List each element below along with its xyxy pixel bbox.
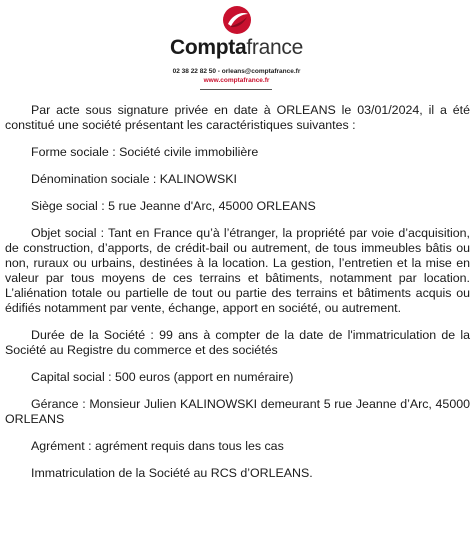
agrement: Agrément : agrément requis dans tous les cas: [31, 439, 284, 453]
objet-social: Objet social : Tant en France qu’à l’étranger, la propriété par voie d’acquisition, de construction, d’apports, de crédit-bail ou autrement, de tous immeubles bâtis ou non, ruraux ou urbains, destinées à la location. La gestion, l’entretien et la mise en valeur par tous moyens de ces terrains et bâtiments, notamment par location. L’aliénation totale ou partielle de tout ou partie des terrains et bâtiments acquis ou édifiés notamment par vente, échange, apport en société, ou autrement.: [5, 226, 470, 315]
siege-social: Siège social : 5 rue Jeanne d'Arc, 45000 ORLEANS: [31, 199, 316, 213]
brand-name-part2: france: [246, 36, 303, 59]
immatriculation: Immatriculation de la Société au RCS d’ORLEANS.: [31, 466, 313, 480]
denomination-sociale: Dénomination sociale : KALINOWSKI: [31, 172, 237, 186]
gerance: Gérance : Monsieur Julien KALINOWSKI demeurant 5 rue Jeanne d’Arc, 45000 ORLEANS: [5, 397, 470, 426]
legal-notice: [5, 103, 470, 481]
contact-line: 02 38 22 82 50 - orleans@comptafrance.fr: [172, 68, 301, 75]
website-link[interactable]: www.comptafrance.fr: [203, 77, 270, 84]
capital-social: Capital social : 500 euros (apport en numéraire): [31, 370, 294, 384]
duree-societe: Durée de la Société : 99 ans à compter de la date de l'immatriculation de la Société au Registre du commerce et des sociétés: [5, 328, 470, 357]
comptafrance-logo-icon: [222, 5, 252, 35]
letterhead: [0, 0, 473, 100]
forme-sociale: Forme sociale : Société civile immobilière: [31, 145, 259, 159]
brand-name-part1: Compta: [170, 36, 247, 59]
brand-name: [0, 36, 473, 60]
header-divider: [200, 89, 272, 90]
intro-paragraph: Par acte sous signature privée en date à ORLEANS le 03/01/2024, il a été constitué une société présentant les caractéristiques suivantes :: [5, 103, 470, 132]
